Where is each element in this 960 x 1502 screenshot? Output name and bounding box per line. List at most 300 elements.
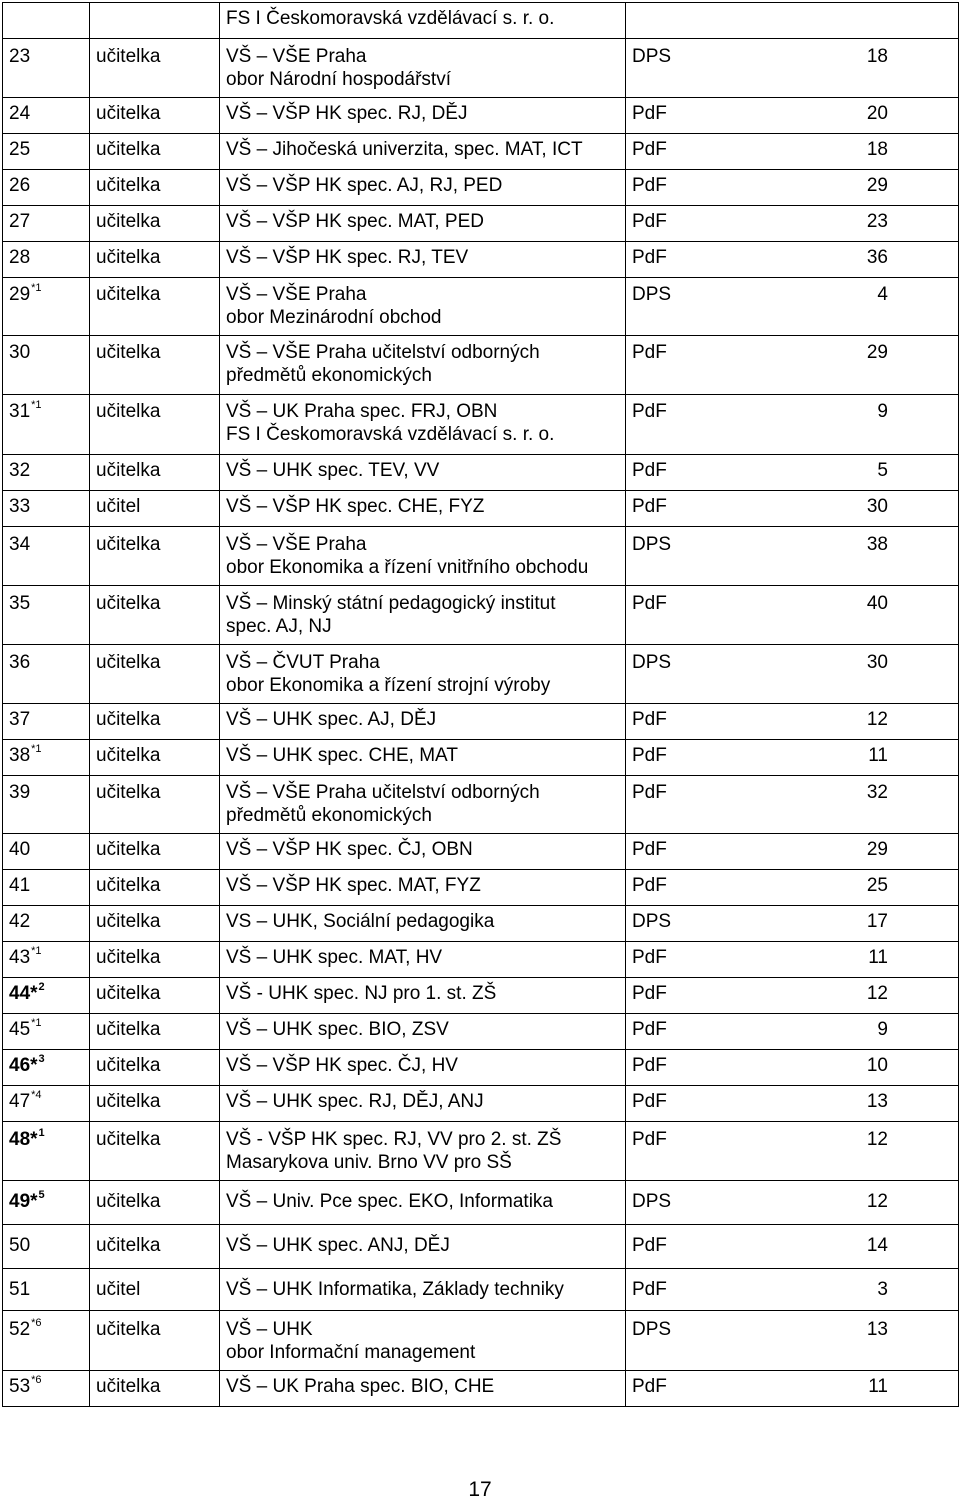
education-cell bbox=[220, 1014, 626, 1050]
row-number-cell bbox=[3, 39, 90, 98]
row-footnote-mark: *6 bbox=[31, 1317, 42, 1329]
qualification-cell bbox=[626, 278, 959, 336]
qualification-cell bbox=[626, 1181, 959, 1225]
row-number-cell bbox=[3, 1122, 90, 1181]
education-line: VŠ – VŠP HK spec. MAT, FYZ bbox=[226, 875, 481, 896]
staff-table-body bbox=[3, 3, 959, 1407]
education-line: VŠ – UHK spec. ANJ, DĚJ bbox=[226, 1235, 450, 1256]
qualification-type: DPS bbox=[632, 911, 672, 932]
row-number-cell bbox=[3, 491, 90, 527]
education-line: VŠ – UHK spec. CHE, MAT bbox=[226, 745, 458, 766]
education-line: obor Národní hospodářství bbox=[226, 69, 451, 90]
row-number: 26 bbox=[9, 175, 31, 196]
row-number: 34 bbox=[9, 534, 31, 555]
row-number: 24 bbox=[9, 103, 31, 124]
role-cell: učitelka bbox=[90, 527, 220, 586]
education-line: VŠ – VŠP HK spec. RJ, TEV bbox=[226, 247, 469, 268]
qualification-type: PdF bbox=[632, 211, 667, 232]
row-footnote-mark: *1 bbox=[31, 282, 42, 294]
education-cell bbox=[220, 834, 626, 870]
table-row bbox=[3, 1225, 959, 1269]
education-line: předmětů ekonomických bbox=[226, 805, 432, 826]
role-cell: učitelka bbox=[90, 1225, 220, 1269]
education-line: VŠ - VŠP HK spec. RJ, VV pro 2. st. ZŠ bbox=[226, 1129, 562, 1150]
row-number-cell bbox=[3, 978, 90, 1014]
role-cell: učitelka bbox=[90, 134, 220, 170]
table-row bbox=[3, 206, 959, 242]
hours-value: 30 bbox=[866, 496, 888, 517]
row-number: 38 bbox=[9, 745, 31, 766]
qualification-type: PdF bbox=[632, 839, 667, 860]
education-line: VŠ – UHK spec. TEV, VV bbox=[226, 460, 440, 481]
row-footnote-mark: 5 bbox=[38, 1189, 45, 1201]
row-number-cell bbox=[3, 834, 90, 870]
row-number-cell bbox=[3, 1014, 90, 1050]
row-number-cell bbox=[3, 1086, 90, 1122]
row-number-cell bbox=[3, 586, 90, 645]
qualification-type: PdF bbox=[632, 496, 667, 517]
qualification-cell bbox=[626, 170, 959, 206]
table-row bbox=[3, 776, 959, 834]
row-number-cell bbox=[3, 906, 90, 942]
education-line: VŠ – UHK bbox=[226, 1319, 313, 1340]
row-number: 43 bbox=[9, 947, 31, 968]
hours-value: 18 bbox=[866, 139, 888, 160]
qualification-cell bbox=[626, 1050, 959, 1086]
qualification-type: PdF bbox=[632, 782, 667, 803]
education-cell bbox=[220, 1311, 626, 1371]
role-cell: učitelka bbox=[90, 906, 220, 942]
qualification-type: PdF bbox=[632, 947, 667, 968]
education-cell bbox=[220, 645, 626, 704]
qualification-cell bbox=[626, 740, 959, 776]
table-row bbox=[3, 98, 959, 134]
role-cell: učitel bbox=[90, 1269, 220, 1311]
table-row bbox=[3, 1269, 959, 1311]
hours-value: 9 bbox=[877, 401, 888, 422]
row-number: 30 bbox=[9, 342, 31, 363]
hours-value: 23 bbox=[866, 211, 888, 232]
hours-value: 12 bbox=[866, 1129, 888, 1150]
qualification-cell bbox=[626, 704, 959, 740]
hours-value: 36 bbox=[866, 247, 888, 268]
education-line: Masarykova univ. Brno VV pro SŠ bbox=[226, 1152, 512, 1173]
role-cell: učitelka bbox=[90, 1122, 220, 1181]
qualification-type: PdF bbox=[632, 1019, 667, 1040]
role-cell: učitelka bbox=[90, 98, 220, 134]
education-cell bbox=[220, 978, 626, 1014]
qualification-cell bbox=[626, 206, 959, 242]
qualification-cell bbox=[626, 1225, 959, 1269]
table-row bbox=[3, 1371, 959, 1407]
qualification-cell bbox=[626, 1122, 959, 1181]
row-number: 48* bbox=[9, 1129, 38, 1150]
row-number-cell bbox=[3, 1371, 90, 1407]
education-line: obor Ekonomika a řízení strojní výroby bbox=[226, 675, 551, 696]
table-row bbox=[3, 586, 959, 645]
table-row bbox=[3, 1311, 959, 1371]
row-number-cell bbox=[3, 776, 90, 834]
row-number: 47 bbox=[9, 1091, 31, 1112]
row-number: 33 bbox=[9, 496, 31, 517]
hours-value: 29 bbox=[866, 839, 888, 860]
education-line: spec. AJ, NJ bbox=[226, 616, 332, 637]
education-cell bbox=[220, 1050, 626, 1086]
qualification-type: PdF bbox=[632, 175, 667, 196]
hours-value: 13 bbox=[866, 1319, 888, 1340]
row-number-cell bbox=[3, 242, 90, 278]
qualification-type: PdF bbox=[632, 1376, 667, 1397]
table-row bbox=[3, 336, 959, 395]
row-number: 53 bbox=[9, 1376, 31, 1397]
row-footnote-mark: *1 bbox=[31, 945, 42, 957]
row-number: 32 bbox=[9, 460, 31, 481]
education-line: VŠ – VŠE Praha bbox=[226, 534, 367, 555]
qualification-type: PdF bbox=[632, 460, 667, 481]
qualification-cell bbox=[626, 527, 959, 586]
qualification-cell bbox=[626, 586, 959, 645]
qualification-cell bbox=[626, 906, 959, 942]
row-footnote-mark: *1 bbox=[31, 399, 42, 411]
row-number: 52 bbox=[9, 1319, 31, 1340]
hours-value: 40 bbox=[866, 593, 888, 614]
row-footnote-mark: 2 bbox=[38, 981, 45, 993]
education-line: VŠ – ČVUT Praha bbox=[226, 652, 380, 673]
row-number-cell bbox=[3, 206, 90, 242]
row-number: 23 bbox=[9, 46, 31, 67]
education-cell bbox=[220, 170, 626, 206]
qualification-type: PdF bbox=[632, 1091, 667, 1112]
role-cell: učitelka bbox=[90, 870, 220, 906]
education-line: VŠ – VŠE Praha bbox=[226, 284, 367, 305]
hours-value: 14 bbox=[866, 1235, 888, 1256]
row-number-cell bbox=[3, 336, 90, 395]
education-cell bbox=[220, 1225, 626, 1269]
table-row bbox=[3, 704, 959, 740]
table-row bbox=[3, 834, 959, 870]
qualification-cell bbox=[626, 870, 959, 906]
qualification-type: PdF bbox=[632, 709, 667, 730]
qualification-cell bbox=[626, 395, 959, 455]
education-line: VŠ – VŠE Praha bbox=[226, 46, 367, 67]
hours-value: 38 bbox=[866, 534, 888, 555]
row-number-cell bbox=[3, 1311, 90, 1371]
education-cell bbox=[220, 527, 626, 586]
hours-value: 9 bbox=[877, 1019, 888, 1040]
qualification-cell bbox=[626, 1311, 959, 1371]
education-cell bbox=[220, 906, 626, 942]
education-line: obor Mezinárodní obchod bbox=[226, 307, 442, 328]
table-row bbox=[3, 278, 959, 336]
education-line: obor Informační management bbox=[226, 1342, 476, 1363]
education-line: VŠ – VŠP HK spec. ČJ, OBN bbox=[226, 839, 473, 860]
hours-value: 29 bbox=[866, 342, 888, 363]
education-cell bbox=[220, 455, 626, 491]
role-cell: učitelka bbox=[90, 704, 220, 740]
qualification-type: PdF bbox=[632, 342, 667, 363]
education-line: VŠ – UK Praha spec. BIO, CHE bbox=[226, 1376, 495, 1397]
qualification-type: PdF bbox=[632, 875, 667, 896]
qualification-cell bbox=[626, 776, 959, 834]
row-number: 46* bbox=[9, 1055, 38, 1076]
table-row bbox=[3, 395, 959, 455]
education-line: VŠ – VŠE Praha učitelství odborných bbox=[226, 782, 540, 803]
page-number: 17 bbox=[468, 1478, 492, 1501]
hours-value: 17 bbox=[866, 911, 888, 932]
role-cell: učitelka bbox=[90, 1311, 220, 1371]
education-cell bbox=[220, 395, 626, 455]
row-number: 35 bbox=[9, 593, 31, 614]
row-number: 29 bbox=[9, 284, 31, 305]
education-line: VŠ – Minský státní pedagogický institut bbox=[226, 593, 556, 614]
role-cell: učitelka bbox=[90, 206, 220, 242]
row-footnote-mark: 1 bbox=[38, 1127, 45, 1139]
hours-value: 30 bbox=[866, 652, 888, 673]
education-cell bbox=[220, 98, 626, 134]
education-line: VŠ – VŠE Praha učitelství odborných bbox=[226, 342, 540, 363]
row-number: 45 bbox=[9, 1019, 31, 1040]
row-number-cell bbox=[3, 278, 90, 336]
qualification-type: PdF bbox=[632, 139, 667, 160]
row-number-cell bbox=[3, 645, 90, 704]
education-cell bbox=[220, 1269, 626, 1311]
row-footnote-mark: *4 bbox=[31, 1089, 42, 1101]
education-line: VŠ – UHK spec. BIO, ZSV bbox=[226, 1019, 449, 1040]
education-line: VŠ – UK Praha spec. FRJ, OBN bbox=[226, 401, 498, 422]
education-cell bbox=[220, 3, 626, 39]
qualification-type: PdF bbox=[632, 247, 667, 268]
hours-value: 12 bbox=[866, 709, 888, 730]
hours-value: 3 bbox=[877, 1279, 888, 1300]
qualification-type: PdF bbox=[632, 1235, 667, 1256]
education-cell bbox=[220, 776, 626, 834]
hours-value: 12 bbox=[866, 983, 888, 1004]
row-number: 41 bbox=[9, 875, 31, 896]
qualification-cell bbox=[626, 3, 959, 39]
role-cell: učitelka bbox=[90, 395, 220, 455]
row-number-cell bbox=[3, 1225, 90, 1269]
row-number-cell bbox=[3, 740, 90, 776]
qualification-type: DPS bbox=[632, 1319, 672, 1340]
qualification-type: PdF bbox=[632, 745, 667, 766]
staff-table bbox=[2, 2, 959, 1407]
row-footnote-mark: *1 bbox=[31, 1017, 42, 1029]
education-cell bbox=[220, 1122, 626, 1181]
row-number: 36 bbox=[9, 652, 31, 673]
hours-value: 11 bbox=[868, 745, 888, 766]
table-row bbox=[3, 906, 959, 942]
hours-value: 25 bbox=[866, 875, 888, 896]
qualification-cell bbox=[626, 491, 959, 527]
role-cell: učitel bbox=[90, 491, 220, 527]
qualification-type: PdF bbox=[632, 1055, 667, 1076]
education-line: obor Ekonomika a řízení vnitřního obchodu bbox=[226, 557, 589, 578]
role-cell: učitelka bbox=[90, 1014, 220, 1050]
education-line: FS I Českomoravská vzdělávací s. r. o. bbox=[226, 8, 555, 29]
qualification-cell bbox=[626, 1269, 959, 1311]
row-footnote-mark: *1 bbox=[31, 743, 42, 755]
table-row bbox=[3, 134, 959, 170]
hours-value: 13 bbox=[866, 1091, 888, 1112]
role-cell: učitelka bbox=[90, 978, 220, 1014]
education-cell bbox=[220, 1086, 626, 1122]
table-row bbox=[3, 1014, 959, 1050]
role-cell: učitelka bbox=[90, 278, 220, 336]
table-row bbox=[3, 455, 959, 491]
qualification-type: PdF bbox=[632, 593, 667, 614]
qualification-type: DPS bbox=[632, 1191, 672, 1212]
qualification-cell bbox=[626, 134, 959, 170]
hours-value: 32 bbox=[866, 782, 888, 803]
role-cell: učitelka bbox=[90, 834, 220, 870]
row-number-cell bbox=[3, 704, 90, 740]
hours-value: 20 bbox=[866, 103, 888, 124]
row-number: 39 bbox=[9, 782, 31, 803]
role-cell: učitelka bbox=[90, 942, 220, 978]
role-cell: učitelka bbox=[90, 242, 220, 278]
qualification-cell bbox=[626, 942, 959, 978]
table-row bbox=[3, 1122, 959, 1181]
hours-value: 18 bbox=[866, 46, 888, 67]
education-line: VŠ – VŠP HK spec. MAT, PED bbox=[226, 211, 485, 232]
qualification-type: PdF bbox=[632, 103, 667, 124]
row-number: 42 bbox=[9, 911, 31, 932]
education-cell bbox=[220, 942, 626, 978]
education-line: VŠ – VŠP HK spec. RJ, DĚJ bbox=[226, 103, 468, 124]
hours-value: 10 bbox=[866, 1055, 888, 1076]
table-row bbox=[3, 170, 959, 206]
table-row bbox=[3, 870, 959, 906]
row-footnote-mark: 3 bbox=[38, 1053, 45, 1065]
qualification-type: DPS bbox=[632, 284, 672, 305]
role-cell: učitelka bbox=[90, 1371, 220, 1407]
education-line: VŠ – Univ. Pce spec. EKO, Informatika bbox=[226, 1191, 553, 1212]
role-cell: učitelka bbox=[90, 776, 220, 834]
education-line: FS I Českomoravská vzdělávací s. r. o. bbox=[226, 424, 555, 445]
row-number: 27 bbox=[9, 211, 31, 232]
hours-value: 29 bbox=[866, 175, 888, 196]
qualification-type: PdF bbox=[632, 401, 667, 422]
qualification-type: DPS bbox=[632, 652, 672, 673]
row-number-cell bbox=[3, 942, 90, 978]
row-number-cell bbox=[3, 870, 90, 906]
role-cell bbox=[90, 3, 220, 39]
qualification-cell bbox=[626, 39, 959, 98]
role-cell: učitelka bbox=[90, 1050, 220, 1086]
row-number: 44* bbox=[9, 983, 38, 1004]
row-number: 40 bbox=[9, 839, 31, 860]
role-cell: učitelka bbox=[90, 1086, 220, 1122]
role-cell: učitelka bbox=[90, 645, 220, 704]
row-number-cell bbox=[3, 527, 90, 586]
row-number-cell bbox=[3, 395, 90, 455]
role-cell: učitelka bbox=[90, 455, 220, 491]
row-footnote-mark: *6 bbox=[31, 1374, 42, 1386]
education-cell bbox=[220, 704, 626, 740]
row-number-cell bbox=[3, 1181, 90, 1225]
qualification-cell bbox=[626, 645, 959, 704]
hours-value: 11 bbox=[868, 947, 888, 968]
qualification-cell bbox=[626, 834, 959, 870]
hours-value: 4 bbox=[877, 284, 888, 305]
table-row bbox=[3, 527, 959, 586]
row-number-cell bbox=[3, 98, 90, 134]
qualification-cell bbox=[626, 978, 959, 1014]
education-line: VŠ – UHK spec. MAT, HV bbox=[226, 947, 443, 968]
education-line: VŠ – VŠP HK spec. CHE, FYZ bbox=[226, 496, 485, 517]
education-line: VS – UHK, Sociální pedagogika bbox=[226, 911, 495, 932]
qualification-cell bbox=[626, 98, 959, 134]
table-row bbox=[3, 3, 959, 39]
qualification-cell bbox=[626, 336, 959, 395]
qualification-cell bbox=[626, 1086, 959, 1122]
row-number: 28 bbox=[9, 247, 31, 268]
row-number: 49* bbox=[9, 1191, 38, 1212]
qualification-cell bbox=[626, 1371, 959, 1407]
row-number: 25 bbox=[9, 139, 31, 160]
role-cell: učitelka bbox=[90, 586, 220, 645]
row-number-cell bbox=[3, 1269, 90, 1311]
role-cell: učitelka bbox=[90, 336, 220, 395]
qualification-cell bbox=[626, 242, 959, 278]
table-row bbox=[3, 978, 959, 1014]
education-line: VŠ – VŠP HK spec. ČJ, HV bbox=[226, 1055, 458, 1076]
table-row bbox=[3, 645, 959, 704]
qualification-type: PdF bbox=[632, 1129, 667, 1150]
role-cell: učitelka bbox=[90, 1181, 220, 1225]
education-line: VŠ – VŠP HK spec. AJ, RJ, PED bbox=[226, 175, 503, 196]
role-cell: učitelka bbox=[90, 170, 220, 206]
education-cell bbox=[220, 491, 626, 527]
education-cell bbox=[220, 1371, 626, 1407]
education-line: předmětů ekonomických bbox=[226, 365, 432, 386]
hours-value: 11 bbox=[868, 1376, 888, 1397]
row-number-cell bbox=[3, 3, 90, 39]
qualification-type: DPS bbox=[632, 534, 672, 555]
table-row bbox=[3, 1086, 959, 1122]
table-row bbox=[3, 740, 959, 776]
education-cell bbox=[220, 336, 626, 395]
table-row bbox=[3, 39, 959, 98]
row-number: 50 bbox=[9, 1235, 31, 1256]
education-line: VŠ – UHK Informatika, Základy techniky bbox=[226, 1279, 564, 1300]
table-row bbox=[3, 491, 959, 527]
education-cell bbox=[220, 278, 626, 336]
row-number-cell bbox=[3, 455, 90, 491]
education-line: VŠ – UHK spec. AJ, DĚJ bbox=[226, 709, 437, 730]
education-cell bbox=[220, 242, 626, 278]
education-cell bbox=[220, 870, 626, 906]
qualification-type: PdF bbox=[632, 983, 667, 1004]
role-cell: učitelka bbox=[90, 39, 220, 98]
hours-value: 12 bbox=[866, 1191, 888, 1212]
table-row bbox=[3, 1050, 959, 1086]
row-number: 37 bbox=[9, 709, 31, 730]
row-number-cell bbox=[3, 134, 90, 170]
education-line: VŠ - UHK spec. NJ pro 1. st. ZŠ bbox=[226, 983, 497, 1004]
qualification-cell bbox=[626, 1014, 959, 1050]
hours-value: 5 bbox=[877, 460, 888, 481]
qualification-cell bbox=[626, 455, 959, 491]
table-row bbox=[3, 942, 959, 978]
education-line: VŠ – UHK spec. RJ, DĚJ, ANJ bbox=[226, 1091, 484, 1112]
table-row bbox=[3, 1181, 959, 1225]
education-cell bbox=[220, 39, 626, 98]
education-line: VŠ – Jihočeská univerzita, spec. MAT, ICT bbox=[226, 139, 583, 160]
role-cell: učitelka bbox=[90, 740, 220, 776]
education-cell bbox=[220, 586, 626, 645]
row-number: 51 bbox=[9, 1279, 31, 1300]
